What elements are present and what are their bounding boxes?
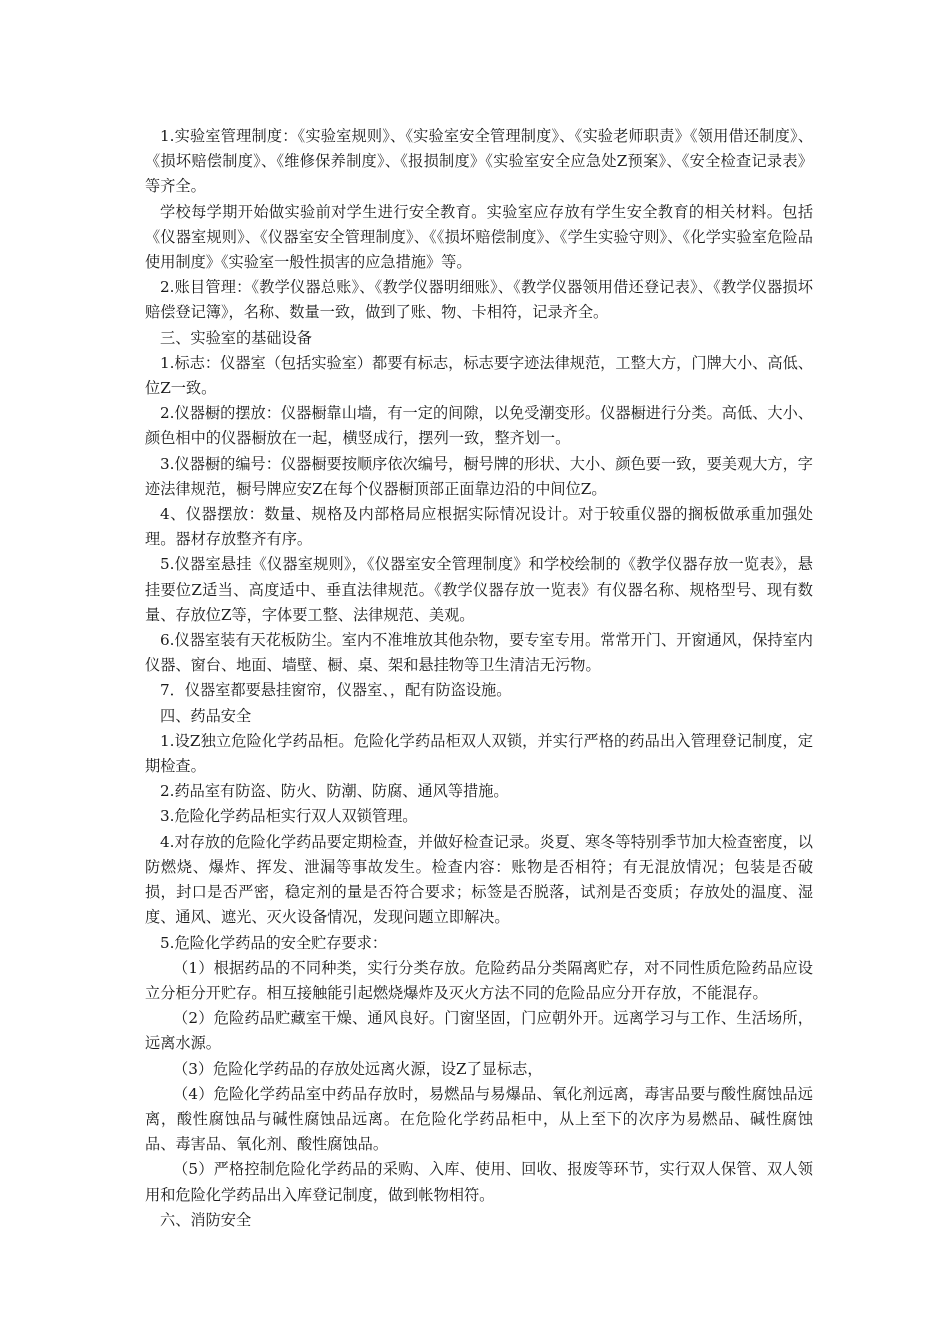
paragraph-lab-rules: 1.实验室管理制度：《实验室规则》、《实验室安全管理制度》、《实验老师职责》《领用借还制度》、《损坏赔偿制度》、《维修保养制度》、《报损制度》《实验室安全应急处Z预案》、《安全检查记录表》等齐全。 <box>145 127 813 196</box>
paragraph-storage-measures: 2.药品室有防盗、防火、防潮、防腐、通风等措施。 <box>160 782 509 801</box>
section-heading-basic-equipment: 三、实验室的基础设备 <box>160 328 312 347</box>
paragraph-requirement-1: （1）根据药品的不同种类，实行分类存放。危险药品分类隔离贮存，对不同性质危险药品应设立分柜分开贮存。相互接触能引起燃烧爆炸及灭火方法不同的危险品应分开存放，不能混存。 <box>145 958 813 1002</box>
paragraph-requirement-5: （5）严格控制危险化学药品的采购、入库、使用、回收、报废等环节，实行双人保管、双人领用和危险化学药品出入库登记制度，做到帐物相符。 <box>145 1160 813 1204</box>
paragraph-cabinet-placement: 2.仪器橱的摆放：仪器橱靠山墙，有一定的间隙，以免受潮变形。仪器橱进行分类。高低、大小、颜色相中的仪器橱放在一起，横竖成行，摆列一致，整齐划一。 <box>145 404 813 448</box>
section-heading-fire-safety: 六、消防安全 <box>160 1210 252 1229</box>
paragraph-cabinet-numbering: 3.仪器橱的编号：仪器橱要按顺序依次编号，橱号牌的形状、大小、颜色要一致，要美观大方，字迹法律规范，橱号牌应安Z在每个仪器橱顶部正面靠边沿的中间位Z。 <box>145 454 813 498</box>
paragraph-signage: 1.标志：仪器室（包括实验室）都要有标志，标志要字迹法律规范，工整大方，门牌大小、高低、位Z一致。 <box>145 353 813 398</box>
section-heading-chemical-safety: 四、药品安全 <box>160 706 252 725</box>
paragraph-requirement-3: （3）危险化学药品的存放处远离火源，设Z了显标志， <box>173 1059 543 1078</box>
document-body <box>145 124 813 1233</box>
paragraph-requirement-2: （2）危险药品贮藏室干燥、通风良好。门窗坚固，门应朝外开。远离学习与工作、生活场所，远离水源。 <box>145 1009 813 1053</box>
paragraph-double-lock: 3.危险化学药品柜实行双人双锁管理。 <box>160 807 418 826</box>
paragraph-storage-requirements: 5.危险化学药品的安全贮存要求： <box>160 933 388 952</box>
paragraph-ceiling-dustproof: 6.仪器室装有天花板防尘。室内不准堆放其他杂物，要专室专用。常常开门、开窗通风，保持室内仪器、窗台、地面、墙壁、橱、桌、架和悬挂物等卫生清洁无污物。 <box>145 631 813 675</box>
paragraph-account-management: 2.账目管理：《教学仪器总账》、《教学仪器明细账》、《教学仪器领用借还登记表》、《教学仪器损坏赔偿登记簿》，名称、数量一致，做到了账、物、卡相符，记录齐全。 <box>145 278 813 322</box>
paragraph-wall-postings: 5.仪器室悬挂《仪器室规则》，《仪器室安全管理制度》和学校绘制的《教学仪器存放一览表》，悬挂要位Z适当、高度适中、垂直法律规范。《教学仪器存放一览表》有仪器名称、规格型号、现有数量、存放位Z等，字体要工整、法律规范、美观。 <box>145 555 813 624</box>
paragraph-regular-inspection: 4.对存放的危险化学药品要定期检查，并做好检查记录。炎夏、寒冬等特别季节加大检查密度，以防燃烧、爆炸、挥发、泄漏等事故发生。检查内容：账物是否相符；有无混放情况；包装是否破损，封口是否严密，稳定剂的量是否符合要求；标签是否脱落，试剂是否变质；存放处的温度、湿度、通风、遮光、灭火设备情况，发现问题立即解决。 <box>145 832 813 927</box>
paragraph-instrument-placement: 4、仪器摆放：数量、规格及内部格局应根据实际情况设计。对于较重仪器的搁板做承重加强处理。器材存放整齐有序。 <box>145 505 813 549</box>
paragraph-requirement-4: （4）危险化学药品室中药品存放时，易燃品与易爆品、氧化剂远离，毒害品要与酸性腐蚀品远离，酸性腐蚀品与碱性腐蚀品远离。在危险化学药品柜中，从上至下的次序为易燃品、碱性腐蚀品、毒害品、氧化剂、酸性腐蚀品。 <box>145 1084 813 1154</box>
paragraph-safety-education: 学校每学期开始做实验前对学生进行安全教育。实验室应存放有学生安全教育的相关材料。包括《仪器室规则》、《仪器室安全管理制度》、《《损坏赔偿制度》、《学生实验守则》、《化学实验室危险品使用制度》《实验室一般性损害的应急措施》等。 <box>145 202 813 272</box>
paragraph-curtains-antitheft: 7．仪器室都要悬挂窗帘，仪器室、，配有防盗设施。 <box>160 681 512 700</box>
paragraph-hazard-cabinet: 1.设Z独立危险化学药品柜。危险化学药品柜双人双锁，并实行严格的药品出入管理登记制度，定期检查。 <box>145 731 813 776</box>
